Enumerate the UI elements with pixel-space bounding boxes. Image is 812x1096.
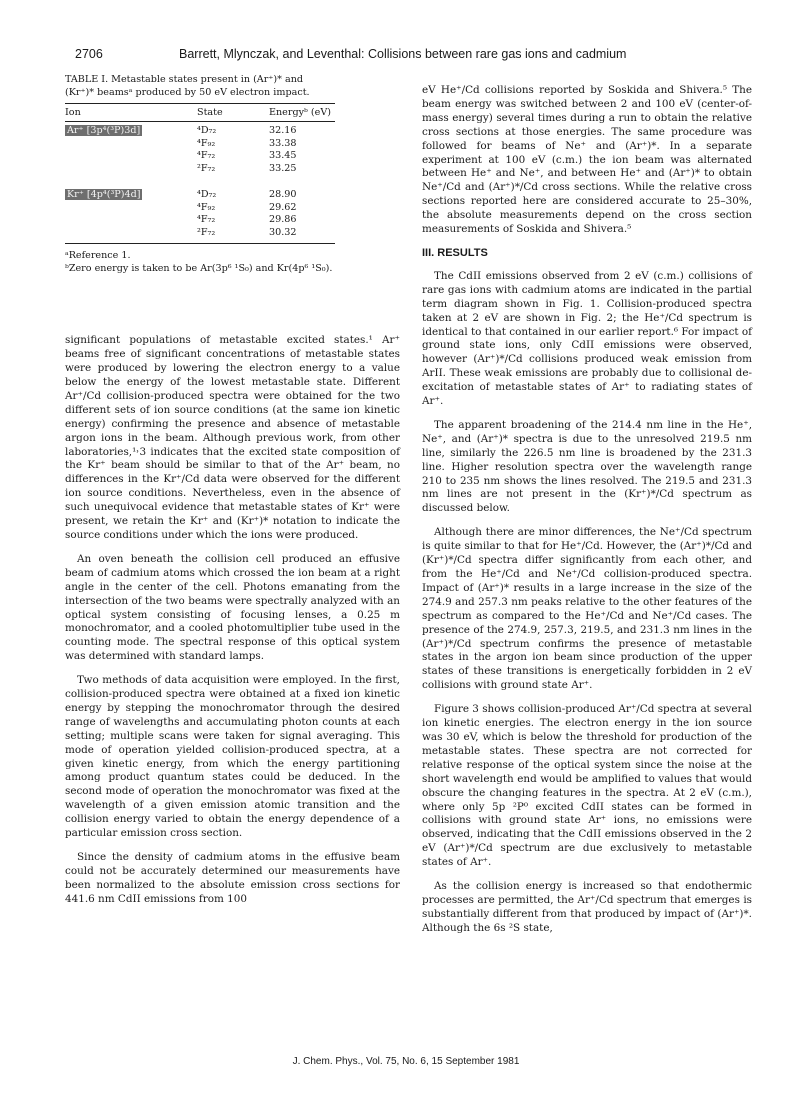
body-paragraph: Since the density of cadmium atoms in the effusive beam could not be accurately determined our measurements have been normalized to the absolute emission cross sections for 441.6 nm CdII emissions from 100 xyxy=(65,851,400,905)
energy-cell: 28.90 xyxy=(269,189,297,201)
journal-citation-footer: J. Chem. Phys., Vol. 75, No. 6, 15 September 1981 xyxy=(292,1056,520,1067)
body-paragraph: Although there are minor differences, the Ne⁺/Cd spectrum is quite similar to that for He⁺/Cd. However, the (Ar⁺)*/Cd and (Kr⁺)*/Cd spectra differ significantly from each other, and from the He⁺/Cd and Ne⁺/Cd collision-produced spectra. Impact of (Ar⁺)* results in a large increase in the size of the 274.9 and 257.3 nm peaks relative to the other features of the spectrum as compared to the He⁺/Cd and Ne⁺/Cd cases. The presence of the 274.9, 257.3, 219.5, and 231.3 nm lines in the (Ar⁺)*/Cd spectrum confirms the presence of metastable states in the argon ion beam since production of the upper states of these transitions is energetically forbidden in 2 eV collisions with ground state Ar⁺. xyxy=(422,526,752,692)
body-paragraph: As the collision energy is increased so that endothermic processes are permitted, the Ar⁺/Cd spectrum that emerges is substantially different from that produced by impact of (Ar⁺)*. Although the 6s ²S state, xyxy=(422,880,752,934)
table-row xyxy=(65,214,335,227)
section-heading: III. RESULTS xyxy=(422,246,488,259)
table-spacer xyxy=(65,175,335,189)
footnote-a: ᵃReference 1. xyxy=(65,250,131,262)
running-title: Barrett, Mlynczak, and Leventhal: Collisions between rare gas ions and cadmium xyxy=(179,47,627,61)
body-paragraph: Two methods of data acquisition were employed. In the first, collision-produced spectra were obtained at a fixed ion kinetic energy by stepping the monochromator through the desired range of wavelengths and accumulating photon counts at each setting; multiple scans were taken for signal averaging. This mode of operation yielded collision-produced spectra, at a given kinetic energy, from which the energy partitioning among product quantum states could be deduced. In the second mode of operation the monochromator was fixed at the wavelength of a given emission atomic transition and the collision energy varied to obtain the energy dependence of a particular emission cross section. xyxy=(65,674,400,840)
energy-cell: 32.16 xyxy=(269,125,297,137)
table-caption: TABLE I. Metastable states present in (Ar⁺)* and (Kr⁺)* beamsᵃ produced by 50 eV electron impact. xyxy=(65,74,310,98)
table-header-row xyxy=(65,104,335,122)
ion-label-ar: Ar⁺ [3p⁴(³P)3d] xyxy=(67,125,141,137)
state-cell: ⁴D₇₂ xyxy=(197,189,217,201)
page-number: 2706 xyxy=(75,47,103,61)
state-cell: ⁴F₉₂ xyxy=(197,137,216,149)
state-cell: ⁴F₉₂ xyxy=(197,201,216,213)
body-paragraph: significant populations of metastable excited states.¹ Ar⁺ beams free of significant concentrations of metastable states were produced by lowering the electron energy to a value below the energy of the lowest metastable state. Different Ar⁺/Cd collision-produced spectra were obtained for the two different sets of ion source conditions (at the same ion kinetic energy) confirming the presence and absence of metastable argon ions in the beam. Although previous work, from other laboratories,¹˒3 indicates that the excited state composition of the Kr⁺ beam should be similar to that of the Ar⁺ beam, no differences in the Kr⁺/Cd data were observed for the different ion source conditions. Nevertheless, even in the absence of such unequivocal evidence that metastable states of Kr⁺ were present, we retain the Kr⁺ and (Kr⁺)* notation to indicate the source conditions under which the ions were produced. xyxy=(65,334,400,541)
left-column xyxy=(65,74,400,917)
body-paragraph: eV He⁺/Cd collisions reported by Soskida and Shivera.⁵ The beam energy was switched between 2 and 100 eV (center-of-mass energy) several times during a run to obtain the relative cross sections at those energies. The same procedure was followed for beams of Ne⁺ and (Ar⁺)*. In a separate experiment at 100 eV (c.m.) the ion beam was alternated between He⁺ and Ne⁺, and between He⁺ and (Ar⁺)* to obtain Ne⁺/Cd and (Ar⁺)*/Cd cross sections. While the relative cross sections reported here are considered accurate to 25–30%, the absolute measurements depend on the cross section measurements of Soskida and Shivera.⁵ xyxy=(422,84,752,236)
right-column xyxy=(422,84,752,946)
column-gap xyxy=(65,275,400,334)
state-cell: ⁴F₇₂ xyxy=(197,214,216,226)
footnote-b: ᵇZero energy is taken to be Ar(3p⁶ ¹S₀) and Kr(4p⁶ ¹S₀). xyxy=(65,262,333,274)
col-header-state: State xyxy=(197,104,255,122)
energy-cell: 29.62 xyxy=(269,201,297,213)
table-row xyxy=(65,189,335,202)
col-header-ion: Ion xyxy=(65,104,197,122)
state-cell: ⁴D₇₂ xyxy=(197,125,217,137)
table-footnotes xyxy=(65,250,400,275)
energy-cell: 33.45 xyxy=(269,150,297,162)
energy-cell: 33.38 xyxy=(269,137,297,149)
energy-cell: 33.25 xyxy=(269,162,297,174)
metastable-states-table xyxy=(65,103,335,244)
table-row xyxy=(65,150,335,163)
table-row xyxy=(65,202,335,215)
state-cell: ²F₇₂ xyxy=(197,162,216,174)
state-cell: ²F₇₂ xyxy=(197,227,255,244)
body-paragraph: The CdII emissions observed from 2 eV (c.m.) collisions of rare gas ions with cadmium atoms are indicated in the partial term diagram shown in Fig. 1. Collision-produced spectra taken at 2 eV are shown in Fig. 2; the He⁺/Cd spectrum is identical to that contained in our earlier report.⁶ For impact of ground state ions, only CdII emissions were observed, however (Ar⁺)*/Cd collisions produced weak emission from ArII. These weak emissions are probably due to collisional de-excitation of metastable states of Ar⁺ to radiating states of Ar⁺. xyxy=(422,269,752,408)
body-paragraph: Figure 3 shows collision-produced Ar⁺/Cd spectra at several ion kinetic energies. The electron energy in the ion source was 30 eV, which is below the threshold for production of the metastable states. These spectra are not corrected for relative response of the optical system since the noise at the short wavelength end would be amplified to values that would obscure the changing features in the spectra. At 2 eV (c.m.), where only 5p ²P⁰ excited CdII states can be formed in collisions with ground state Ar⁺ ions, no emissions were observed, indicating that the CdII emissions observed in the 2 eV (Ar⁺)*/Cd spectrum are due exclusively to metastable states of Ar⁺. xyxy=(422,703,752,869)
energy-cell: 30.32 xyxy=(255,227,335,244)
ion-label-kr: Kr⁺ [4p⁴(³P)4d] xyxy=(67,189,141,201)
table-row xyxy=(65,227,335,244)
energy-cell: 29.86 xyxy=(269,214,297,226)
col-header-energy: Energyᵇ (eV) xyxy=(255,104,335,122)
table-row xyxy=(65,122,335,138)
state-cell: ⁴F₇₂ xyxy=(197,150,216,162)
table-row xyxy=(65,163,335,176)
body-paragraph: The apparent broadening of the 214.4 nm line in the He⁺, Ne⁺, and (Ar⁺)* spectra is due to the unresolved 219.5 nm line, similarly the 226.5 nm line is broadened by the 231.3 line. Higher resolution spectra over the wavelength range 210 to 235 nm shows the lines resolved. The 219.5 and 231.3 nm lines are not present in the (Kr⁺)*/Cd spectrum as discussed below. xyxy=(422,418,752,515)
body-paragraph: An oven beneath the collision cell produced an effusive beam of cadmium atoms which crossed the ion beam at a right angle in the center of the cell. Photons emanating from the intersection of the two beams were spectrally analyzed with an optical system consisting of focusing lenses, a 0.25 m monochromator, and a cooled photomultiplier tube used in the counting mode. The spectral response of this optical system was determined with standard lamps. xyxy=(65,552,400,663)
table-row xyxy=(65,138,335,151)
